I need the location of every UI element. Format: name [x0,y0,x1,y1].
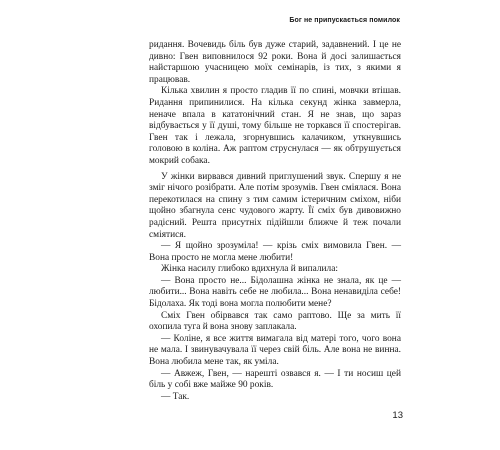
paragraph-3: У жінки вирвався дивний приглушений звук. Спершу я не зміг нічого розібрати. Але потім зрозумів. Гвен сміялася. Вона перекотилася на спину з тим самим істеричним сміхом, ніби щойно збагнула сенс чудового жарту. Її сміх був дивовижно радісний. Решта присутніх підійшли ближче й теж почали сміятися. [149,171,401,240]
paragraph-10: — Так. [161,391,190,402]
paragraph-5: Жінка насилу глибоко вдихнула й випалила: [161,264,338,275]
paragraph-2: Кілька хвилин я просто гладив її по спині, мовчки втішав. Ридання припинилися. На кілька секунд жінка завмерла, неначе впала в кататонічний стан. Я не знав, що зараз відбувається у її душі, тому більше не торкався її спостерігав. Гвен так і лежала, згорнувшись калачиком, уткнувшись головою в коліна. Аж раптом струснулася — як обтрушується мокрий собака. [149,86,401,166]
page-number: 13 [392,410,403,421]
paragraph-1: ридання. Вочевидь біль був дуже старий, задавнений. І це не дивно: Гвен виповнилося 92 роки. Вона й досі залишається найстаршою учасницею моїх семінарів, із тих, з якими я працював. [149,40,401,85]
paragraph-4: — Я щойно зрозуміла! — крізь сміх вимовила Гвен. — Вона просто не могла мене любити! [149,241,401,263]
running-head: Бог не припускається помилок [289,17,400,24]
paragraph-9: — Авжеж, Гвен, — нарешті озвався я. — І ти носиш цей біль у собі вже майже 90 років. [149,368,401,391]
paragraph-7: Сміх Гвен обірвався так само раптово. Ще за мить її охопила туга й вона знову заплакала. [149,310,401,333]
paragraph-6: — Вона просто не... Бідолашна жінка не знала, як це — любити... Вона навіть себе не любила... Вона ненавиділа себе! Бідолаха. Як тоді вона могла полюбити мене? [149,275,401,310]
body-text [149,40,401,403]
paragraph-8: — Коліне, я все життя вимагала від матері того, чого вона не мала. І звинувачувала її через свій біль. Але вона не винна. Вона любила мене так, як уміла. [149,333,401,368]
